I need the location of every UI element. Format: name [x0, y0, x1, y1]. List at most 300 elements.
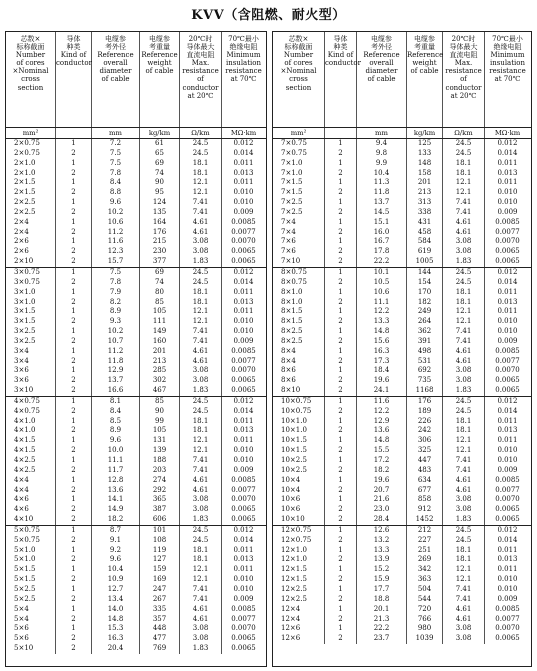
table-row [6, 555, 266, 565]
header-col1 [273, 32, 325, 127]
table-cell: 2 [325, 515, 357, 525]
table-cell: 7.5 [92, 149, 140, 159]
header-line: 导体最大 [449, 43, 478, 52]
table-cell: 4×4 [6, 476, 56, 486]
table-cell: 677 [407, 486, 443, 496]
table-cell: 12×4 [273, 605, 325, 615]
table-cell: 1.83 [443, 257, 485, 267]
table-cell: 105 [140, 307, 180, 317]
table-cell: 10×2.5 [273, 456, 325, 466]
table-cell: 363 [407, 575, 443, 585]
table-row [6, 347, 266, 357]
unit-cell [325, 128, 357, 138]
table-cell: 7.41 [443, 327, 485, 337]
table-cell: 2 [325, 446, 357, 456]
table-row [273, 536, 531, 546]
table-cell: 20.7 [357, 486, 407, 496]
table-cell: 1 [56, 495, 92, 505]
table-cell: 5×6 [6, 634, 56, 644]
table-cell: 12.1 [180, 188, 222, 198]
table-cell: 4.61 [180, 218, 222, 228]
table-cell: 2 [56, 644, 92, 654]
table-row [273, 327, 531, 337]
table-row [6, 208, 266, 218]
table-cell: 0.0070 [231, 366, 256, 375]
table-cell: 18.8 [357, 595, 407, 605]
table-cell: 2 [56, 337, 92, 347]
table-cell: 8×0.75 [273, 268, 325, 278]
table-row [6, 595, 266, 605]
table-cell: 7.2 [92, 139, 140, 149]
table-cell: 11.8 [357, 188, 407, 198]
table-cell: 0.0085 [495, 475, 520, 484]
table-cell: 11.7 [92, 466, 140, 476]
table-cell: 201 [140, 347, 180, 357]
table-cell: 7×4 [273, 228, 325, 238]
table-cell: 3.08 [180, 495, 222, 505]
table-cell: 2 [325, 298, 357, 308]
header-line: 标称截面 [16, 43, 45, 52]
table-cell: 0.0077 [231, 614, 256, 623]
table-cell: 3×1.0 [6, 288, 56, 298]
table-cell: 80 [140, 288, 180, 298]
table-cell: 5×0.75 [6, 536, 56, 546]
table-cell: 11.1 [357, 298, 407, 308]
unit-cell: MΩ·km [494, 129, 521, 137]
table-cell: 0.010 [233, 446, 254, 455]
header-line: Number [283, 51, 314, 60]
table-cell: 4.61 [443, 486, 485, 496]
header-line: cross [21, 75, 40, 84]
table-cell: 1 [56, 198, 92, 208]
table-row [273, 257, 531, 267]
table-cell: 8.4 [92, 407, 140, 417]
table-cell: 13.3 [357, 317, 407, 327]
table-cell: 584 [407, 237, 443, 247]
table-cell: 21.6 [357, 495, 407, 505]
table-cell: 18.1 [443, 426, 485, 436]
table-cell: 18.1 [180, 169, 222, 179]
table-cell: 10×4 [273, 476, 325, 486]
table-cell: 0.009 [233, 207, 254, 216]
table-cell: 2 [56, 169, 92, 179]
table-cell: 3×6 [6, 366, 56, 376]
header-line: Minimum [226, 51, 261, 60]
table-cell: 12.1 [180, 436, 222, 446]
table-cell: 0.0065 [231, 634, 256, 643]
table-cell: 2 [56, 446, 92, 456]
table-cell: 2×4 [6, 228, 56, 238]
table-cell: 4×0.75 [6, 397, 56, 407]
table-cell: 2 [325, 575, 357, 585]
table-cell: 227 [407, 536, 443, 546]
table-cell: 8.9 [92, 307, 140, 317]
table-cell: 5×2.5 [6, 585, 56, 595]
table-cell: 8.2 [92, 298, 140, 308]
table-cell: 0.0077 [231, 485, 256, 494]
table-cell: 285 [140, 366, 180, 376]
table-cell: 8.4 [92, 178, 140, 188]
table-cell: 9.6 [92, 198, 140, 208]
table-row [6, 505, 266, 515]
table-cell: 13.9 [357, 555, 407, 565]
table-cell: 0.013 [497, 168, 518, 177]
table-cell: 1 [56, 526, 92, 536]
table-cell: 2 [56, 208, 92, 218]
table-row [273, 476, 531, 486]
table-cell: 0.011 [233, 178, 254, 187]
table-cell: 7.9 [92, 288, 140, 298]
table-cell: 12.9 [92, 366, 140, 376]
header-line: 20℃时 [188, 35, 213, 43]
table-row [6, 417, 266, 427]
table-cell: 8×2.5 [273, 337, 325, 347]
table-row [273, 446, 531, 456]
table-cell: 3×4 [6, 357, 56, 367]
table-cell: 14.8 [357, 436, 407, 446]
table-cell: 20.1 [357, 605, 407, 615]
table-cell: 1 [325, 307, 357, 317]
table-cell: 335 [140, 605, 180, 615]
unit-cell: mm² [273, 128, 325, 138]
table-cell: 0.009 [233, 336, 254, 345]
table-cell: 61 [140, 139, 180, 149]
table-row [273, 149, 531, 159]
table-row [273, 456, 531, 466]
table-cell: 5×1.0 [6, 555, 56, 565]
table-cell: 2×1.0 [6, 159, 56, 169]
table-cell: 20.4 [92, 644, 140, 654]
table-cell: 504 [407, 585, 443, 595]
header-line: Max. [191, 59, 210, 68]
table-cell: 4.61 [180, 228, 222, 238]
table-cell: 4.61 [180, 476, 222, 486]
header-line: 导体 [333, 35, 348, 43]
header-line: 芯数× [288, 35, 309, 43]
table-cell: 2 [325, 634, 357, 644]
table-cell: 12.1 [443, 575, 485, 585]
table-cell: 11.1 [92, 456, 140, 466]
table-cell: 0.0085 [231, 217, 256, 226]
table-cell: 10.2 [92, 208, 140, 218]
table-cell: 8.5 [92, 417, 140, 427]
table-cell: 0.009 [233, 594, 254, 603]
units-row [6, 128, 266, 139]
table-cell: 0.009 [497, 336, 518, 345]
table-row [6, 466, 266, 476]
table-cell: 23.7 [357, 634, 407, 644]
table-cell: 980 [407, 624, 443, 634]
table-cell: 0.0085 [231, 346, 256, 355]
table-cell: 2 [56, 426, 92, 436]
table-cell: 0.014 [497, 277, 518, 286]
table-cell: 18.1 [180, 426, 222, 436]
table-row [6, 634, 266, 644]
table-cell: 2 [56, 515, 92, 525]
table-cell: 90 [140, 178, 180, 188]
table-row [6, 575, 266, 585]
table-cell: 5×1.5 [6, 575, 56, 585]
table-cell: 16.7 [357, 237, 407, 247]
table-cell: 12.1 [180, 565, 222, 575]
table-cell: 133 [407, 149, 443, 159]
table-row [6, 169, 266, 179]
table-cell: 7.41 [443, 337, 485, 347]
table-cell: 18.1 [180, 546, 222, 556]
table-cell: 5×1.0 [6, 546, 56, 556]
table-cell: 1 [325, 218, 357, 228]
table-cell: 1 [325, 526, 357, 536]
table-cell: 4×1.0 [6, 426, 56, 436]
table-cell: 0.011 [497, 178, 518, 187]
table-cell: 12.1 [443, 188, 485, 198]
table-cell: 391 [407, 337, 443, 347]
table-cell: 10×0.75 [273, 407, 325, 417]
table-cell: 606 [140, 515, 180, 525]
table-cell: 8.7 [92, 526, 140, 536]
header-line: Max. [454, 59, 473, 68]
table-cell: 24.5 [180, 526, 222, 536]
header-line: diameter [365, 67, 398, 76]
table-cell: 544 [407, 595, 443, 605]
table-row [6, 644, 266, 654]
table-cell: 164 [140, 218, 180, 228]
table-row [6, 486, 266, 496]
header-col6 [485, 32, 530, 127]
table-cell: 5×4 [6, 615, 56, 625]
header-line: ×Nominal [12, 67, 49, 76]
header-line: 直流电阻 [186, 51, 215, 60]
table-cell: 8×4 [273, 347, 325, 357]
table-cell: 0.0077 [231, 356, 256, 365]
table-cell: 18.2 [92, 515, 140, 525]
table-cell: 858 [407, 495, 443, 505]
table-cell: 8×6 [273, 376, 325, 386]
table-cell: 0.012 [497, 139, 518, 147]
table-cell: 2 [325, 169, 357, 179]
table-row [6, 228, 266, 238]
table-cell: 7.41 [180, 466, 222, 476]
table-cell: 3×0.75 [6, 268, 56, 278]
table-cell: 18.1 [443, 288, 485, 298]
table-cell: 2 [56, 228, 92, 238]
table-cell: 10.9 [92, 575, 140, 585]
table-cell: 0.011 [233, 416, 254, 425]
table-row [6, 546, 266, 556]
table-cell: 3.08 [180, 624, 222, 634]
table-cell: 10.4 [357, 169, 407, 179]
table-cell: 12.1 [443, 565, 485, 575]
table-cell: 0.011 [497, 545, 518, 554]
table-cell: 2×2.5 [6, 198, 56, 208]
table-cell: 634 [407, 476, 443, 486]
table-cell: 3.08 [443, 624, 485, 634]
table-cell: 0.0077 [495, 614, 520, 623]
table-cell: 139 [140, 446, 180, 456]
table-cell: 24.5 [180, 407, 222, 417]
table-cell: 10.6 [92, 218, 140, 228]
table-cell: 3.08 [180, 376, 222, 386]
table-cell: 264 [407, 317, 443, 327]
table-cell: 8×2.5 [273, 327, 325, 337]
table-row [273, 288, 531, 298]
table-cell: 21.3 [357, 615, 407, 625]
table-cell: 447 [407, 456, 443, 466]
row-group [273, 526, 531, 644]
table-row [273, 634, 531, 644]
header-line: of cable [410, 67, 439, 76]
table-row [6, 456, 266, 466]
header-line: 导体 [66, 35, 81, 43]
table-cell: 160 [140, 337, 180, 347]
table-cell: 9.9 [357, 159, 407, 169]
table-cell: 127 [140, 555, 180, 565]
table-cell: 5×0.75 [6, 526, 56, 536]
table-cell: 2 [325, 357, 357, 367]
table-cell: 188 [140, 456, 180, 466]
row-group [6, 526, 266, 654]
table-cell: 0.010 [497, 317, 518, 326]
table-cell: 24.5 [180, 149, 222, 159]
table-cell: 3.08 [180, 237, 222, 247]
table-cell: 8×0.75 [273, 278, 325, 288]
table-cell: 12.7 [92, 585, 140, 595]
table-cell: 1039 [407, 634, 443, 644]
table-cell: 1 [325, 546, 357, 556]
table-cell: 267 [140, 595, 180, 605]
table-cell: 16.3 [92, 634, 140, 644]
unit-cell: kg/km [140, 128, 180, 138]
table-cell: 0.0065 [231, 386, 256, 395]
table-cell: 10×1.0 [273, 417, 325, 427]
table-cell: 9.6 [92, 436, 140, 446]
table-cell: 1 [325, 476, 357, 486]
table-cell: 0.012 [497, 267, 518, 276]
table-cell: 1 [325, 436, 357, 446]
table-cell: 7.41 [443, 595, 485, 605]
table-cell: 24.5 [443, 149, 485, 159]
header-line: 电缆参 [371, 35, 392, 43]
table-row [273, 237, 531, 247]
left-table [5, 31, 267, 667]
table-cell: 2 [56, 376, 92, 386]
table-row [6, 495, 266, 505]
table-row [273, 417, 531, 427]
table-cell: 1 [56, 605, 92, 615]
table-row [273, 426, 531, 436]
table-row [6, 476, 266, 486]
table-cell: 15.9 [357, 575, 407, 585]
header-line: Reference [141, 51, 178, 60]
table-cell: 18.4 [357, 366, 407, 376]
header-line: at 20℃ [450, 91, 477, 100]
table-cell: 17.2 [357, 456, 407, 466]
table-cell: 269 [407, 555, 443, 565]
table-cell: 387 [140, 505, 180, 515]
table-cell: 0.012 [233, 139, 254, 147]
row-group [6, 139, 266, 268]
table-cell: 74 [140, 169, 180, 179]
table-cell: 0.0070 [495, 624, 520, 633]
table-row [6, 526, 266, 536]
table-cell: 12×4 [273, 615, 325, 625]
header-line: 20℃时 [451, 35, 476, 43]
table-cell: 2 [56, 357, 92, 367]
table-cell: 0.013 [233, 168, 254, 177]
table-cell: 1 [56, 327, 92, 337]
table-row [6, 188, 266, 198]
table-cell: 12.1 [180, 317, 222, 327]
table-cell: 7.8 [92, 278, 140, 288]
table-cell: 1005 [407, 257, 443, 267]
header-col2 [325, 32, 361, 127]
table-cell: 2 [56, 536, 92, 546]
header-line: 考外径 [371, 43, 392, 52]
table-row [6, 536, 266, 546]
table-cell: 11.6 [357, 397, 407, 407]
table-cell: 135 [140, 208, 180, 218]
table-cell: 7×0.75 [273, 139, 325, 149]
table-row [273, 169, 531, 179]
table-cell: 7.41 [180, 337, 222, 347]
table-cell: 619 [407, 247, 443, 257]
table-cell: 2 [325, 407, 357, 417]
table-cell: 9.6 [92, 555, 140, 565]
table-cell: 274 [140, 476, 180, 486]
table-cell: 4×6 [6, 505, 56, 515]
row-group [273, 397, 531, 526]
table-cell: 99 [140, 417, 180, 427]
table-cell: 0.0077 [495, 227, 520, 236]
table-cell: 8×4 [273, 357, 325, 367]
table-cell: 5×4 [6, 605, 56, 615]
table-cell: 12.3 [92, 247, 140, 257]
header-line: weight [412, 59, 437, 68]
table-row [273, 565, 531, 575]
table-cell: 3.08 [443, 495, 485, 505]
table-cell: 720 [407, 605, 443, 615]
table-cell: 148 [407, 159, 443, 169]
table-cell: 15.7 [92, 257, 140, 267]
header-line: Kind of [60, 51, 87, 60]
table-row [273, 278, 531, 288]
table-cell: 2 [56, 188, 92, 198]
table-cell: 17.8 [357, 247, 407, 257]
table-row [6, 337, 266, 347]
table-cell: 0.0077 [495, 485, 520, 494]
table-cell: 2 [325, 247, 357, 257]
table-cell: 131 [140, 436, 180, 446]
table-cell: 2 [325, 536, 357, 546]
table-cell: 0.0085 [495, 604, 520, 613]
table-row [6, 218, 266, 228]
table-cell: 12×0.75 [273, 526, 325, 536]
table-cell: 4.61 [443, 218, 485, 228]
table-cell: 69 [140, 159, 180, 169]
header-line: 直流电阻 [449, 51, 478, 60]
table-cell: 4×4 [6, 486, 56, 496]
table-cell: 4.61 [443, 228, 485, 238]
table-cell: 0.010 [497, 575, 518, 584]
table-cell: 1 [325, 456, 357, 466]
table-cell: 2 [325, 188, 357, 198]
table-cell: 10.6 [357, 288, 407, 298]
table-cell: 13.2 [357, 536, 407, 546]
table-cell: 2 [325, 466, 357, 476]
table-cell: 8×1.0 [273, 288, 325, 298]
table-cell: 14.1 [92, 495, 140, 505]
table-cell: 7×6 [273, 247, 325, 257]
